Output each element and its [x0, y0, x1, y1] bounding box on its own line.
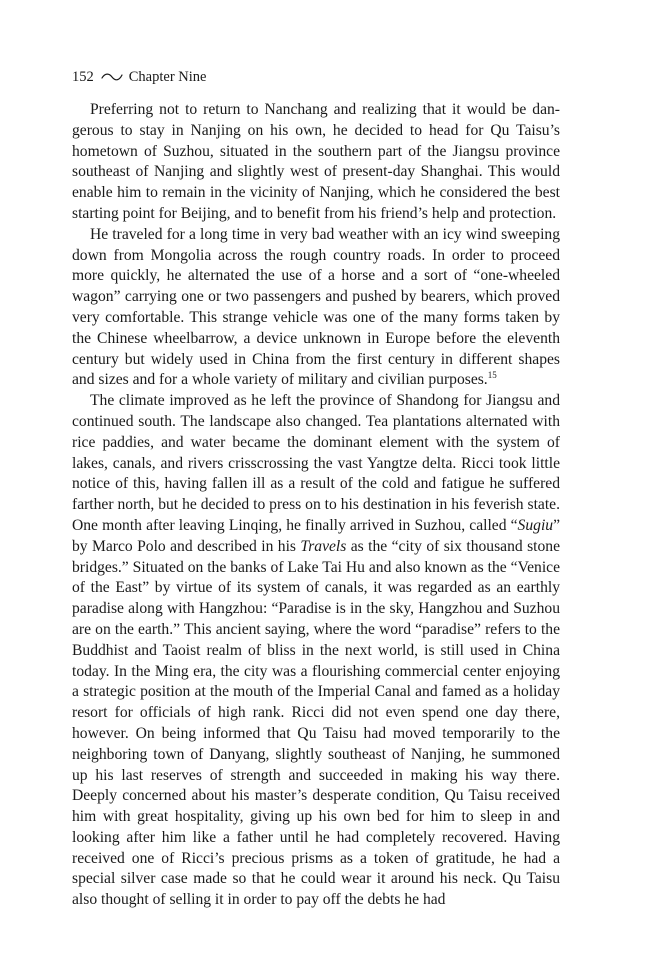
paragraph-3-text-c: as the “city of six thousand stone bridges.” Situated on the banks of Lake Tai Hu and also known as the “Venice of the East” by virtue of its system of canals, it was regarded as an earthly paradise along with Hangzhou: “Paradise is in the sky, Hangzhou and Suzhou are on the earth.” This ancient saying, where the word “paradise” refers to the Buddhist and Taoist realm of bliss in the next world, is still used in China today. In the Ming era, the city was a flourishing commercial center enjoying a strategic position at the mouth of the Imperial Canal and famed as a holiday resort for officials of high rank. Ricci did not even spend one day there, however. On being informed that Qu Taisu had moved temporarily to the neighboring town of Danyang, slightly southeast of Nanjing, he summoned up his last reserves of strength and succeeded in making his way there. Deeply concerned about his master’s desperate condition, Qu Taisu received him with great hospitality, giving up his own bed for him to sleep in and looking after him like a father until he had completely recovered. Having received one of Ricci’s precious prisms as a token of gratitude, he had a special silver case made so that he could wear it around his neck. Qu Taisu also thought of selling it in order to pay off the debts he had	[72, 537, 560, 909]
paragraph-2-text: He traveled for a long time in very bad weather with an icy wind sweeping down from Mongolia across the rough country roads. In order to proceed more quickly, he alternated the use of a horse and a sort of “one-wheeled wagon” carrying one or two passengers and pushed by bearers, which proved very comfortable. This strange vehicle was one of the many forms taken by the Chinese wheelbarrow, a device unknown in Europe before the eleventh century but widely used in China from the first century in different shapes and sizes and for a whole variety of military and civilian purposes.	[72, 225, 560, 389]
paragraph-3-text-a: The climate improved as he left the province of Shandong for Jiangsu and continued south. The landscape also changed. Tea plantations alternated with rice paddies, and water became the dominant element with the system of lakes, canals, and rivers crisscrossing the vast Yangtze delta. Ricci took little notice of this, having fallen ill as a result of the cold and fatigue he suffered farther north, but he decided to press on to his destination in his feverish state. One month after leaving Linqing, he finally arrived in Suzhou, called “	[72, 392, 560, 534]
paragraph-3-text-b: ” by Marco Polo and described in his	[72, 516, 560, 555]
paragraph-1	[72, 100, 560, 225]
footnote-marker[interactable]: 15	[487, 370, 497, 381]
page-number: 152	[72, 69, 94, 85]
paragraph-2	[72, 225, 560, 391]
book-page	[72, 66, 560, 911]
italic-term-sugiu: Sugiu	[517, 516, 554, 534]
italic-title-travels: Travels	[300, 537, 347, 555]
chapter-title: Chapter Nine	[128, 69, 207, 85]
swash-tilde-icon	[101, 72, 123, 82]
body-text	[72, 100, 560, 911]
running-head	[72, 66, 560, 88]
paragraph-3	[72, 391, 560, 911]
paragraph-1-text: Preferring not to return to Nanchang and realizing that it would be dangerous to stay in Nanjing on his own, he decided to head for Qu Taisu’s hometown of Suzhou, situated in the southern part of the Jiangsu province southeast of Nanjing and slightly west of present-day Shanghai. This would enable him to remain in the vicinity of Nanjing, which he considered the best starting point for Beijing, and to benefit from his friend’s help and protection.	[72, 101, 560, 222]
